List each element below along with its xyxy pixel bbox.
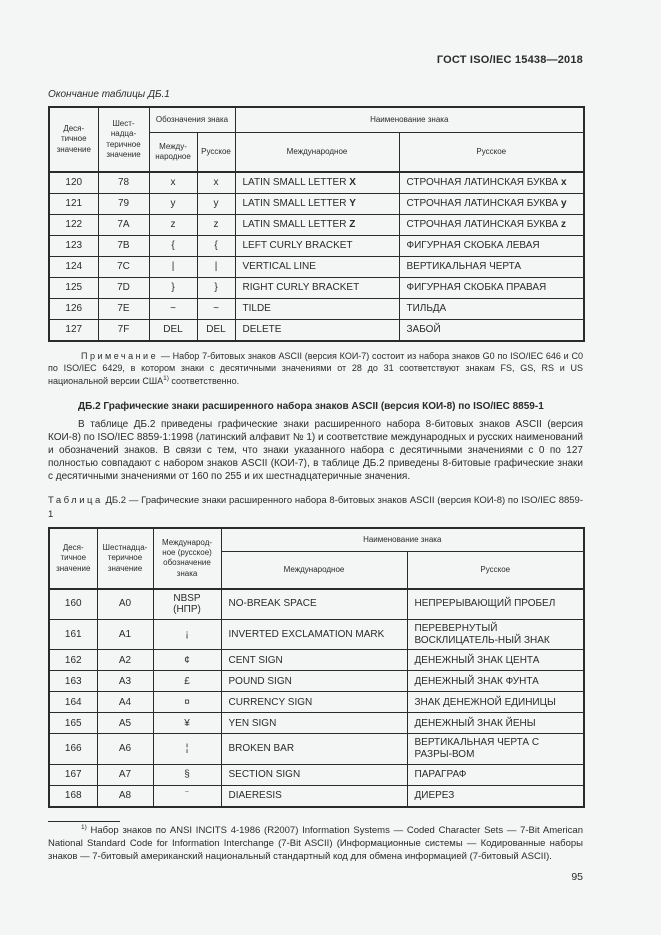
cell-hex-value: A3 — [97, 671, 153, 692]
section-heading: ДБ.2 Графические знаки расширенного набора знаков ASCII (версия КОИ-8) по ISO/IEC 8859-1 — [78, 401, 544, 413]
cell-symbol — [153, 692, 221, 713]
cell-name-rus: ПЕРЕВЕРНУТЫЙ ВОСКЛИЦАТЕЛЬ-НЫЙ ЗНАК — [407, 619, 584, 650]
cell-name-intl: YEN SIGN — [221, 713, 407, 734]
table2-header-designation: Международ-ное (русское) обозначение знака — [153, 528, 221, 589]
footnote-separator — [48, 821, 120, 822]
cell-hex-value: 78 — [98, 172, 149, 194]
table-row — [49, 278, 584, 299]
table1-header-designation-rus: Русское — [197, 133, 235, 173]
cell-dec-value: 121 — [49, 194, 98, 215]
name-intl-bold-letter: Z — [349, 219, 356, 231]
cell-symbol-rus: x — [197, 172, 235, 194]
cell-symbol-rus: y — [197, 194, 235, 215]
cell-name-intl — [235, 215, 399, 236]
table1-header-name-rus: Русское — [399, 133, 584, 173]
table-row — [49, 734, 584, 765]
table-row — [49, 172, 584, 194]
cell-symbol-intl: { — [149, 236, 197, 257]
cell-name-rus — [399, 215, 584, 236]
cell-dec-value: 165 — [49, 713, 97, 734]
table-row — [49, 650, 584, 671]
footnote-paragraph — [48, 825, 583, 863]
cell-name-rus: ЗНАК ДЕНЕЖНОЙ ЕДИНИЦЫ — [407, 692, 584, 713]
cell-name-intl: BROKEN BAR — [221, 734, 407, 765]
cell-symbol-intl: DEL — [149, 320, 197, 342]
symbol-line-1: ¦ — [185, 743, 189, 755]
table1-header-dec: Деся-тичное значение — [49, 107, 98, 172]
cell-dec-value: 163 — [49, 671, 97, 692]
table-row — [49, 713, 584, 734]
cell-name-rus — [399, 299, 584, 320]
cell-dec-value: 126 — [49, 299, 98, 320]
cell-name-intl: SECTION SIGN — [221, 765, 407, 786]
name-intl-bold-letter: Y — [349, 198, 356, 210]
cell-name-rus: ДИЕРЕЗ — [407, 786, 584, 808]
ascii-table-db2 — [48, 527, 585, 808]
cell-symbol — [153, 765, 221, 786]
name-rus-text: ФИГУРНАЯ СКОБКА ЛЕВАЯ — [406, 240, 540, 252]
symbol-line-1: NBSP — [173, 592, 201, 604]
cell-name-rus — [399, 320, 584, 342]
cell-dec-value: 124 — [49, 257, 98, 278]
name-intl-text: RIGHT CURLY BRACKET — [242, 282, 360, 294]
cell-symbol — [153, 734, 221, 765]
cell-symbol-rus: | — [197, 257, 235, 278]
table2-header — [49, 528, 584, 589]
cell-dec-value: 123 — [49, 236, 98, 257]
cell-dec-value: 120 — [49, 172, 98, 194]
symbol-line-1: ¢ — [184, 654, 190, 666]
note-paragraph — [48, 350, 583, 387]
cell-hex-value: 7D — [98, 278, 149, 299]
table-row — [49, 786, 584, 808]
name-rus-bold-letter: z — [561, 219, 567, 231]
footnote-text: Набор знаков по ANSI INCITS 4-1986 (R2007) Information Systems — Coded Character Sets — 7-Bit American National Standard Code for Information Interchange (7-Bit ASCII) (Информационные системы — Кодированные наборы знаков — 7-битовый американский национальный стандартный код для обмена информацией (7-битовый ASCII). — [48, 825, 583, 862]
table1-header-hex: Шест-надца-теричное значение — [98, 107, 149, 172]
note-text-1: — Набор 7-битовых знаков ASCII (версия КОИ-7) состоит из набора знаков G0 по ISO/IEC 646 и C0 по ISO/IEC 6429, в котором знаки с десятичными значениями от 28 до 31 соответствуют знакам FS, GS, RS и US национальной версии США — [48, 351, 583, 386]
name-intl-text: LATIN SMALL LETTER — [242, 219, 350, 231]
cell-symbol-rus: } — [197, 278, 235, 299]
name-rus-text: ВЕРТИКАЛЬНАЯ ЧЕРТА — [406, 261, 522, 273]
name-rus-text: ТИЛЬДА — [406, 303, 447, 315]
table1-header — [49, 107, 584, 172]
name-intl-bold-letter: X — [349, 177, 356, 189]
cell-name-rus — [399, 236, 584, 257]
cell-name-intl — [235, 257, 399, 278]
note-text-2: соответственно. — [168, 375, 240, 386]
cell-name-intl — [235, 194, 399, 215]
cell-hex-value: 7F — [98, 320, 149, 342]
table2-header-name-intl: Международное — [221, 551, 407, 589]
name-intl-text: LATIN SMALL LETTER — [242, 198, 350, 210]
cell-name-rus: ПАРАГРАФ — [407, 765, 584, 786]
cell-hex-value: A5 — [97, 713, 153, 734]
cell-name-intl: INVERTED EXCLAMATION MARK — [221, 619, 407, 650]
cell-symbol-intl: z — [149, 215, 197, 236]
table1-continuation-label: Окончание таблицы ДБ.1 — [48, 89, 170, 100]
table1-header-name-group: Наименование знака — [235, 107, 584, 133]
table2-caption-text: ДБ.2 — Графические знаки расширенного набора 8-битовых знаков ASCII (версия КОИ-8) по ISO/IEC 8859-1 — [48, 495, 583, 520]
cell-name-rus: ВЕРТИКАЛЬНАЯ ЧЕРТА С РАЗРЫ-ВОМ — [407, 734, 584, 765]
cell-dec-value: 127 — [49, 320, 98, 342]
cell-symbol-rus: z — [197, 215, 235, 236]
table-row — [49, 671, 584, 692]
cell-symbol — [153, 786, 221, 808]
cell-name-intl: DIAERESIS — [221, 786, 407, 808]
cell-name-rus — [399, 194, 584, 215]
cell-name-intl: CURRENCY SIGN — [221, 692, 407, 713]
table2-header-dec: Деся-тичное значение — [49, 528, 97, 589]
table2-header-name-rus: Русское — [407, 551, 584, 589]
cell-name-intl: NO-BREAK SPACE — [221, 589, 407, 620]
cell-symbol — [153, 589, 221, 620]
cell-name-intl — [235, 320, 399, 342]
name-intl-text: LEFT CURLY BRACKET — [242, 240, 353, 252]
cell-symbol-intl: } — [149, 278, 197, 299]
cell-name-intl: CENT SIGN — [221, 650, 407, 671]
cell-symbol — [153, 619, 221, 650]
cell-symbol-intl: | — [149, 257, 197, 278]
symbol-line-1: ¥ — [184, 717, 190, 729]
cell-dec-value: 161 — [49, 619, 97, 650]
cell-name-intl: POUND SIGN — [221, 671, 407, 692]
cell-name-intl — [235, 299, 399, 320]
document-title: ГОСТ ISO/IEC 15438—2018 — [436, 54, 583, 66]
table-row — [49, 215, 584, 236]
cell-symbol-intl: x — [149, 172, 197, 194]
table-row — [49, 320, 584, 342]
name-rus-text: СТРОЧНАЯ ЛАТИНСКАЯ БУКВА — [406, 219, 562, 231]
cell-hex-value: 79 — [98, 194, 149, 215]
cell-hex-value: 7C — [98, 257, 149, 278]
cell-name-intl — [235, 236, 399, 257]
cell-dec-value: 125 — [49, 278, 98, 299]
table2-body — [49, 589, 584, 807]
table-row — [49, 257, 584, 278]
cell-symbol-intl: ~ — [149, 299, 197, 320]
cell-dec-value: 162 — [49, 650, 97, 671]
cell-name-rus — [399, 278, 584, 299]
symbol-line-2: (НПР) — [173, 604, 201, 616]
table1-body — [49, 172, 584, 341]
cell-symbol-rus: ~ — [197, 299, 235, 320]
cell-hex-value: A7 — [97, 765, 153, 786]
name-intl-text: DELETE — [242, 324, 282, 336]
cell-hex-value: A4 — [97, 692, 153, 713]
table-row — [49, 299, 584, 320]
cell-hex-value: A8 — [97, 786, 153, 808]
cell-dec-value: 167 — [49, 765, 97, 786]
cell-dec-value: 160 — [49, 589, 97, 620]
cell-name-rus: ДЕНЕЖНЫЙ ЗНАК ЦЕНТА — [407, 650, 584, 671]
name-intl-text: VERTICAL LINE — [242, 261, 316, 273]
table2-caption-label: Таблица — [48, 495, 103, 507]
note-label: Примечание — [81, 351, 159, 361]
cell-symbol — [153, 650, 221, 671]
table1-header-designation-group: Обозначения знака — [149, 107, 235, 133]
cell-symbol — [153, 671, 221, 692]
cell-dec-value: 168 — [49, 786, 97, 808]
symbol-line-1: £ — [184, 675, 190, 687]
table2-header-hex: Шестнадца-теричное значение — [97, 528, 153, 589]
cell-symbol-rus: DEL — [197, 320, 235, 342]
table1-header-designation-intl: Между-народное — [149, 133, 197, 173]
cell-name-intl — [235, 278, 399, 299]
cell-dec-value: 166 — [49, 734, 97, 765]
name-rus-text: ЗАБОЙ — [406, 324, 441, 336]
cell-hex-value: A2 — [97, 650, 153, 671]
cell-hex-value: A0 — [97, 589, 153, 620]
symbol-line-1: ¨ — [185, 790, 189, 802]
cell-hex-value: A6 — [97, 734, 153, 765]
cell-symbol — [153, 713, 221, 734]
symbol-line-1: ¤ — [184, 696, 190, 708]
cell-name-rus: НЕПРЕРЫВАЮЩИЙ ПРОБЕЛ — [407, 589, 584, 620]
table-row — [49, 589, 584, 620]
name-rus-text: СТРОЧНАЯ ЛАТИНСКАЯ БУКВА — [406, 198, 562, 210]
cell-hex-value: A1 — [97, 619, 153, 650]
table-row — [49, 692, 584, 713]
name-rus-bold-letter: x — [561, 177, 567, 189]
cell-hex-value: 7A — [98, 215, 149, 236]
symbol-line-1: § — [184, 769, 190, 781]
cell-name-rus — [399, 172, 584, 194]
name-intl-text: LATIN SMALL LETTER — [242, 177, 350, 189]
cell-name-rus: ДЕНЕЖНЫЙ ЗНАК ЙЕНЫ — [407, 713, 584, 734]
table-row — [49, 619, 584, 650]
symbol-line-1: ¡ — [185, 628, 189, 640]
name-rus-bold-letter: y — [561, 198, 567, 210]
name-rus-text: СТРОЧНАЯ ЛАТИНСКАЯ БУКВА — [406, 177, 562, 189]
table2-header-name-group: Наименование знака — [221, 528, 584, 552]
cell-name-rus: ДЕНЕЖНЫЙ ЗНАК ФУНТА — [407, 671, 584, 692]
name-rus-text: ФИГУРНАЯ СКОБКА ПРАВАЯ — [406, 282, 547, 294]
table-row — [49, 765, 584, 786]
cell-dec-value: 164 — [49, 692, 97, 713]
section-paragraph: В таблице ДБ.2 приведены графические знаки расширенного набора 8-битовых знаков ASCII (версия КОИ-8) по ISO/IEC 8859-1:1998 (латинский алфавит № 1) и соответствие международных и русских наименований и обозначений знаков. В связи с тем, что знаки указанного набора с десятичными значениями с 0 по 127 полностью совпадают с набором знаков ASCII (КОИ-7), в таблице ДБ.2 приведены 8-битовые графические знаки с десятичными значениями от 160 по 255 и их шестнадцатеричные значения. — [48, 419, 583, 483]
ascii-table-db1 — [48, 106, 585, 342]
table-row — [49, 194, 584, 215]
footnote-marker: 1) — [81, 823, 87, 831]
cell-dec-value: 122 — [49, 215, 98, 236]
cell-hex-value: 7E — [98, 299, 149, 320]
table-row — [49, 236, 584, 257]
table2-caption — [48, 494, 583, 521]
table1-header-name-intl: Международное — [235, 133, 399, 173]
cell-symbol-rus: { — [197, 236, 235, 257]
cell-hex-value: 7B — [98, 236, 149, 257]
cell-symbol-intl: y — [149, 194, 197, 215]
cell-name-intl — [235, 172, 399, 194]
name-intl-text: TILDE — [242, 303, 271, 315]
page-number: 95 — [571, 871, 583, 884]
footnote-reference: 1) — [163, 374, 169, 382]
cell-name-rus — [399, 257, 584, 278]
